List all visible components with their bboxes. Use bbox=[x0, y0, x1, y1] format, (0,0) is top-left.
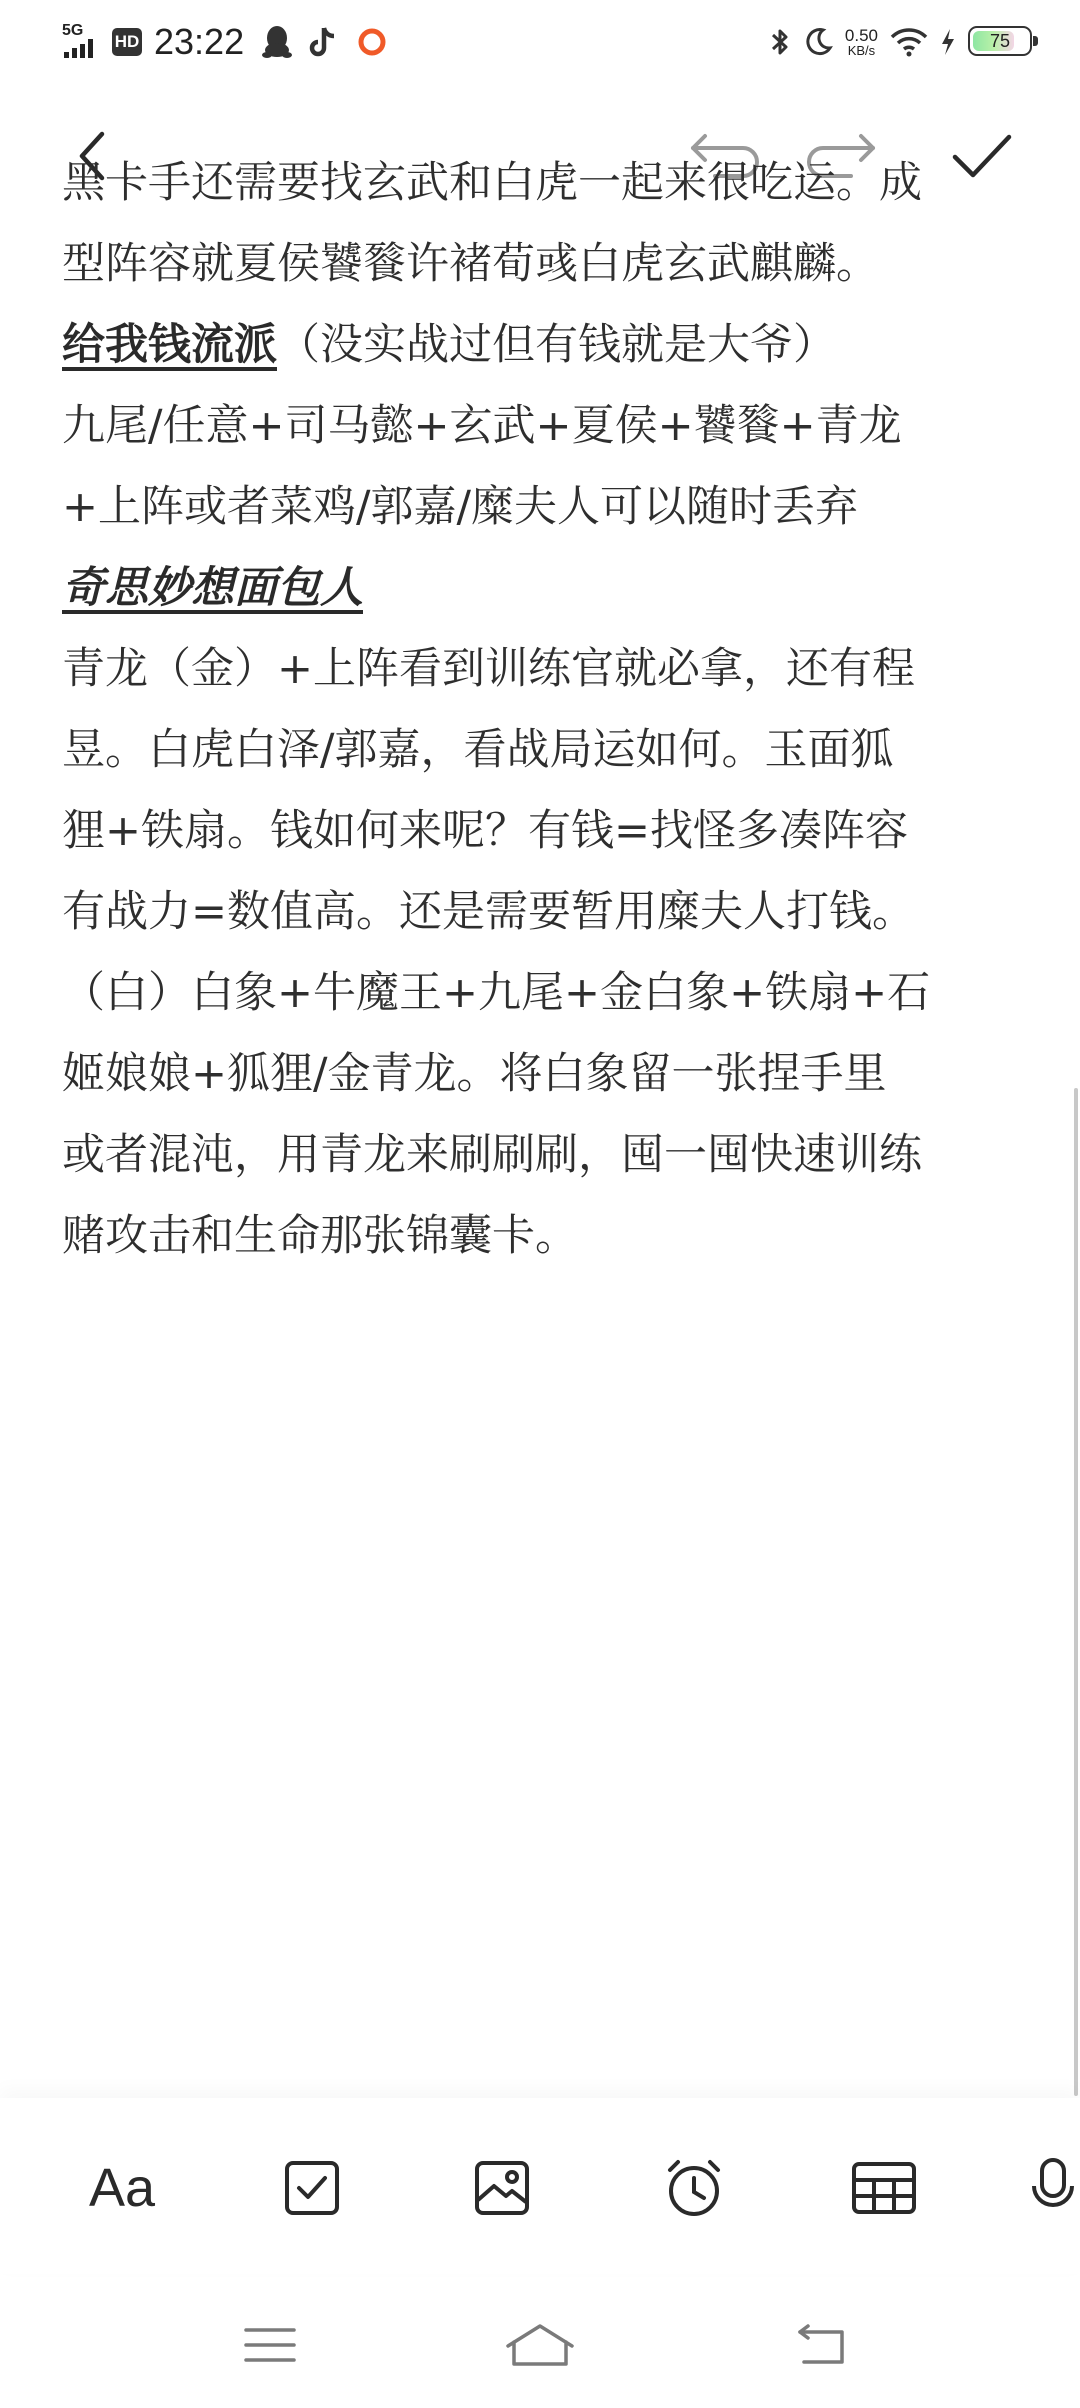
speed-unit: KB/s bbox=[847, 43, 876, 58]
reminder-button[interactable] bbox=[654, 2148, 734, 2228]
status-time: 23:22 bbox=[154, 21, 245, 62]
image-icon bbox=[472, 2158, 532, 2218]
note-line: 型阵容就夏侯饕餮许褚荀彧白虎玄武麒麟。 bbox=[62, 239, 879, 289]
battery-nub bbox=[1033, 36, 1038, 46]
microphone-icon bbox=[1030, 2156, 1080, 2220]
signal-icon bbox=[62, 24, 108, 60]
note-line: （白）白象+牛魔王+九尾+金白象+铁扇+石 bbox=[62, 968, 931, 1018]
clipped-line: 黑卡手还需要找玄武和白虎一起来很吃运。成 bbox=[62, 158, 922, 208]
speed-value: 0.50 bbox=[844, 26, 878, 45]
system-nav-bar bbox=[0, 2290, 1080, 2408]
editor-toolbar bbox=[0, 2098, 1080, 2274]
section2-heading: 奇思妙想面包人 bbox=[62, 563, 363, 613]
section1-heading-note: （没实战过但有钱就是大爷） bbox=[277, 320, 836, 370]
section1-heading: 给我钱流派 bbox=[62, 320, 277, 370]
note-line: 狸+铁扇。钱如何来呢？有钱=找怪多凑阵容 bbox=[62, 806, 909, 856]
note-line: 青龙（金）+上阵看到训练官就必拿，还有程 bbox=[62, 644, 916, 694]
scrollbar[interactable] bbox=[1074, 1088, 1078, 2096]
note-editor[interactable] bbox=[62, 158, 1034, 1295]
tiktok-icon bbox=[310, 25, 338, 59]
note-line: 或者混沌，用青龙来刷刷刷，囤一囤快速训练 bbox=[62, 1130, 922, 1180]
note-line: 九尾/任意+司马懿+玄武+夏侯+饕餮+青龙 bbox=[62, 401, 902, 451]
network-type: 5G bbox=[62, 22, 84, 39]
voice-button[interactable] bbox=[1030, 2148, 1080, 2228]
qq-icon bbox=[262, 24, 292, 60]
note-line: 昱。白虎白泽/郭嘉，看战局运如何。玉面狐 bbox=[62, 725, 894, 775]
moon-icon bbox=[803, 26, 833, 58]
network-speed bbox=[845, 27, 878, 57]
record-icon bbox=[356, 26, 388, 58]
home-icon bbox=[504, 2322, 576, 2368]
status-left bbox=[62, 18, 388, 66]
menu-icon bbox=[244, 2325, 296, 2365]
back-icon bbox=[794, 2324, 850, 2366]
note-line: 赌攻击和生命那张锦囊卡。 bbox=[62, 1211, 578, 1261]
charging-icon bbox=[940, 27, 956, 57]
image-button[interactable] bbox=[462, 2148, 542, 2228]
back-nav-button[interactable] bbox=[782, 2310, 862, 2380]
hd-badge: HD bbox=[112, 28, 142, 56]
text-style-icon: Aa bbox=[88, 2158, 156, 2218]
battery-indicator bbox=[968, 26, 1040, 58]
section2-heading-line bbox=[62, 548, 1034, 629]
note-line: +上阵或者菜鸡/郭嘉/糜夫人可以随时丢弃 bbox=[62, 482, 859, 532]
status-right bbox=[757, 18, 1040, 66]
battery-percent: 75 bbox=[989, 30, 1011, 51]
alarm-clock-icon bbox=[662, 2156, 726, 2220]
table-icon bbox=[851, 2160, 917, 2216]
text-style-button[interactable] bbox=[82, 2148, 162, 2228]
note-line: 姬娘娘+狐狸/金青龙。将白象留一张捏手里 bbox=[62, 1049, 887, 1099]
checklist-icon bbox=[282, 2158, 342, 2218]
recent-apps-button[interactable] bbox=[230, 2310, 310, 2380]
checklist-button[interactable] bbox=[272, 2148, 352, 2228]
home-button[interactable] bbox=[500, 2310, 580, 2380]
bluetooth-icon bbox=[769, 25, 791, 59]
note-line: 有战力=数值高。还是需要暂用糜夫人打钱。 bbox=[62, 887, 916, 937]
section1-heading-line bbox=[62, 305, 1034, 386]
status-bar bbox=[0, 0, 1080, 84]
wifi-icon bbox=[890, 27, 928, 57]
table-button[interactable] bbox=[844, 2148, 924, 2228]
